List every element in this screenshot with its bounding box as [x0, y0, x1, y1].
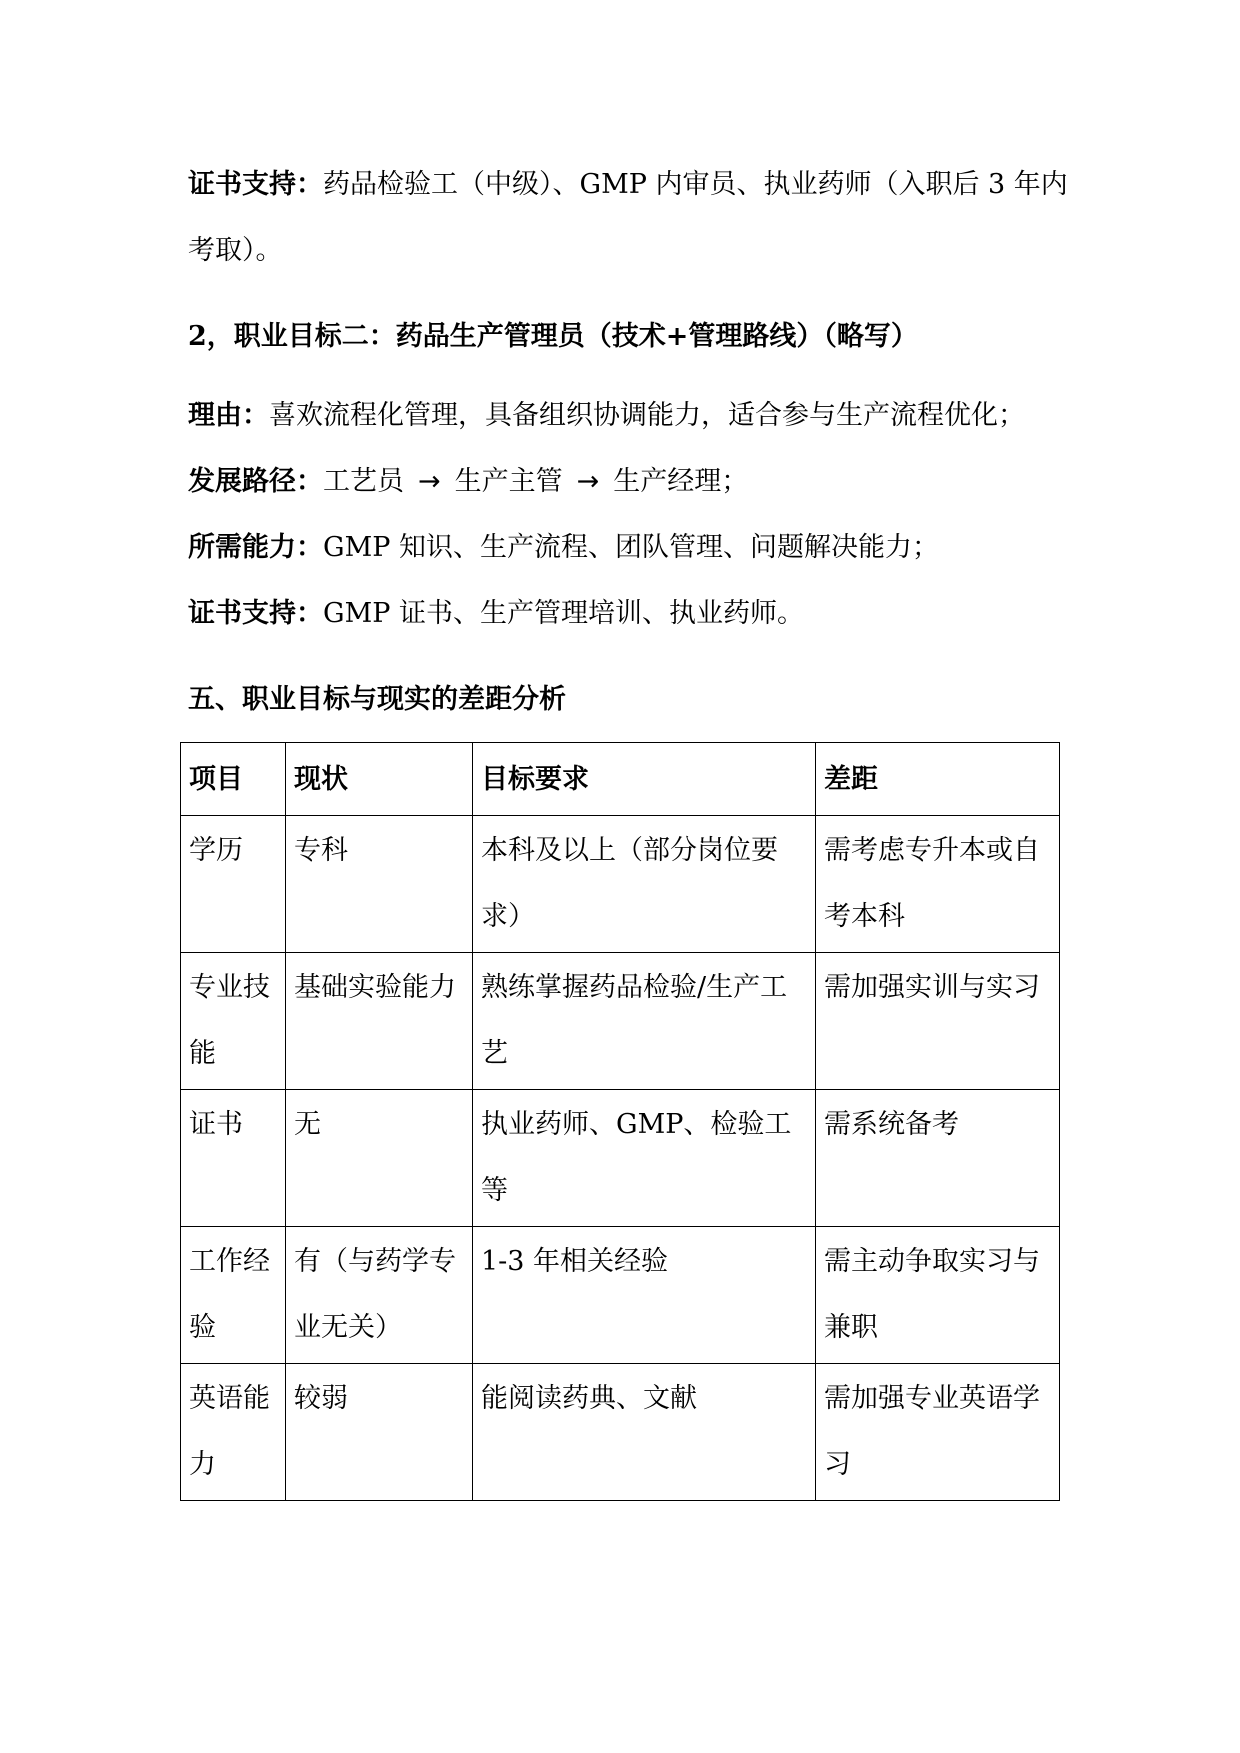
table-cell: 学历 [181, 816, 286, 953]
reason-text: 喜欢流程化管理，具备组织协调能力，适合参与生产流程优化； [269, 400, 1025, 431]
required-ability-paragraph [188, 515, 1068, 581]
required-ability-label: 所需能力： [188, 532, 323, 563]
table-row [181, 953, 1060, 1090]
table-cell: 本科及以上（部分岗位要求） [473, 816, 816, 953]
path-step: 生产经理； [613, 466, 749, 497]
arrow-right-icon: → [576, 466, 600, 497]
table-cell: 证书 [181, 1090, 286, 1227]
table-row [181, 1090, 1060, 1227]
cert-support-paragraph-2 [188, 581, 1068, 647]
table-cell: 1-3 年相关经验 [473, 1227, 816, 1364]
table-cell: 较弱 [286, 1364, 473, 1501]
table-cell: 需系统备考 [816, 1090, 1060, 1227]
header-status: 现状 [286, 743, 473, 816]
table-cell: 英语能力 [181, 1364, 286, 1501]
table-cell: 需加强专业英语学习 [816, 1364, 1060, 1501]
table-cell: 能阅读药典、文献 [473, 1364, 816, 1501]
gap-analysis-table [180, 742, 1060, 1501]
table-cell: 需主动争取实习与兼职 [816, 1227, 1060, 1364]
header-item: 项目 [181, 743, 286, 816]
reason-label: 理由： [188, 400, 269, 431]
cert-support-label-2: 证书支持： [188, 598, 323, 629]
table-header-row [181, 743, 1060, 816]
table-cell: 需加强实训与实习 [816, 953, 1060, 1090]
path-step: 工艺员 [323, 466, 404, 497]
cert-support-text-2: GMP 证书、生产管理培训、执业药师。 [323, 598, 804, 629]
table-row [181, 1227, 1060, 1364]
table-cell: 基础实验能力 [286, 953, 473, 1090]
table-cell: 专业技能 [181, 953, 286, 1090]
cert-support-label: 证书支持： [188, 169, 323, 200]
table-cell: 工作经验 [181, 1227, 286, 1364]
goal-two-heading: 2，职业目标二：药品生产管理员（技术+管理路线）（略写） [188, 321, 918, 352]
table-row [181, 816, 1060, 953]
table-cell: 执业药师、GMP、检验工等 [473, 1090, 816, 1227]
cert-support-paragraph [188, 152, 1068, 284]
reason-paragraph [188, 383, 1068, 449]
table-cell: 专科 [286, 816, 473, 953]
path-step: 生产主管 [454, 466, 563, 497]
header-target: 目标要求 [473, 743, 816, 816]
development-path-paragraph [188, 449, 1068, 515]
cert-support-text: 药品检验工（中级）、GMP 内审员、执业药师（入职后 3 年内考取）。 [188, 169, 1068, 266]
arrow-right-icon: → [418, 466, 441, 497]
header-gap: 差距 [816, 743, 1060, 816]
table-cell: 有（与药学专业无关） [286, 1227, 473, 1364]
table-cell: 无 [286, 1090, 473, 1227]
table-row [181, 1364, 1060, 1501]
development-path-label: 发展路径： [188, 466, 323, 497]
section-five-heading: 五、职业目标与现实的差距分析 [188, 684, 566, 715]
table-cell: 熟练掌握药品检验/生产工艺 [473, 953, 816, 1090]
required-ability-text: GMP 知识、生产流程、团队管理、问题解决能力； [323, 532, 939, 563]
table-cell: 需考虑专升本或自考本科 [816, 816, 1060, 953]
